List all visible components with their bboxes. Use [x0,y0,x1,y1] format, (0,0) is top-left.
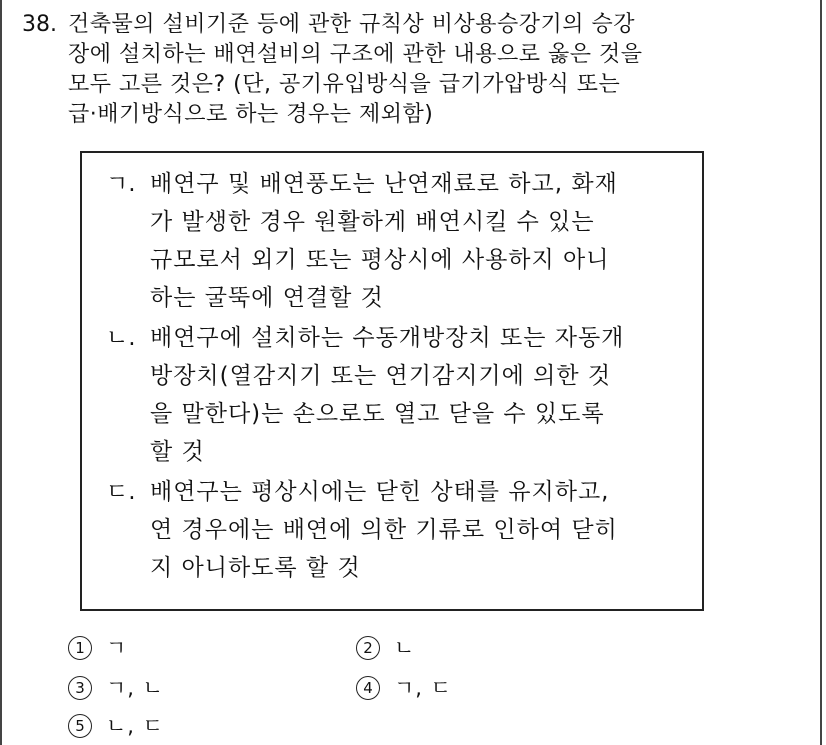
choice-5[interactable] [68,711,164,741]
statement-b-line-4: 할 것 [150,439,205,465]
choice-4[interactable] [356,673,452,703]
choice-text: ㄴ, ㄷ [106,714,164,738]
choice-number-icon: 3 [68,676,92,700]
statement-c-line-2: 연 경우에는 배연에 의한 기류로 인하여 닫히 [150,517,618,543]
choice-text: ㄱ [106,636,128,660]
choice-number-icon: 5 [68,714,92,738]
choice-text: ㄱ, ㄷ [394,676,452,700]
question-line-1: 건축물의 설비기준 등에 관한 규칙상 비상용승강기의 승강 [68,12,636,37]
statement-a-line-2: 가 발생한 경우 원활하게 배연시킬 수 있는 [150,209,595,235]
choice-text: ㄴ [394,636,416,660]
choice-3[interactable] [68,673,164,703]
choice-text: ㄱ, ㄴ [106,676,164,700]
statement-b-line-2: 방장치(열감지기 또는 연기감지기에 의한 것 [150,363,612,389]
choice-1[interactable] [68,633,127,663]
question-line-4: 급·배기방식으로 하는 경우는 제외함) [68,102,434,127]
statement-box [80,151,704,611]
statement-a-line-4: 하는 굴뚝에 연결할 것 [150,285,384,311]
choice-number-icon: 4 [356,676,380,700]
statement-a-line-1: 배연구 및 배연풍도는 난연재료로 하고, 화재 [150,171,618,197]
statement-c-line-1: 배연구는 평상시에는 닫힌 상태를 유지하고, [150,479,610,505]
choice-number-icon: 2 [356,636,380,660]
statement-b-line-3: 을 말한다)는 손으로도 열고 닫을 수 있도록 [150,401,605,427]
question-line-2: 장에 설치하는 배연설비의 구조에 관한 내용으로 옳은 것을 [68,42,643,67]
choice-2[interactable] [356,633,415,663]
question-number: 38. [22,12,57,37]
statement-mark-a: ㄱ. [106,171,136,197]
choice-number-icon: 1 [68,636,92,660]
statement-b-line-1: 배연구에 설치하는 수동개방장치 또는 자동개 [150,325,625,351]
statement-mark-b: ㄴ. [106,325,136,351]
statement-c-line-3: 지 아니하도록 할 것 [150,555,361,581]
statement-a-line-3: 규모로서 외기 또는 평상시에 사용하지 아니 [150,247,610,273]
question-line-3: 모두 고른 것은? (단, 공기유입방식을 급기가압방식 또는 [68,72,621,97]
statement-mark-c: ㄷ. [106,479,136,505]
